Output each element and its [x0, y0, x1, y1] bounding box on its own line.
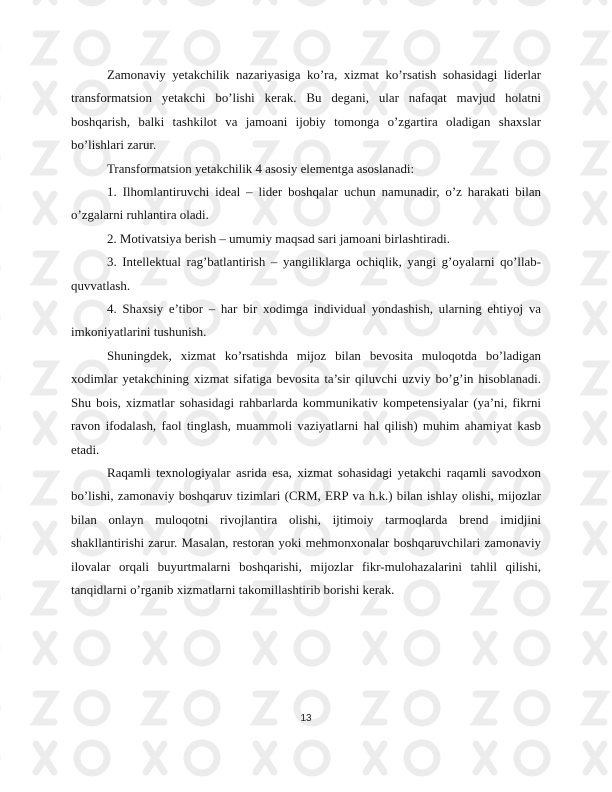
list-item-3: 3. Intellektual rag’batlantirish – yangiliklarga ochiqlik, yangi g’oyalarni qo’llab-quvvatlash. [71, 255, 541, 293]
page-number: 13 [300, 713, 312, 724]
list-item-2: 2. Motivatsiya berish – umumiy maqsad sari jamoani birlashtiradi. [107, 231, 450, 246]
list-item-4: 4. Shaxsiy e’tibor – har bir xodimga individual yondashish, ularning ehtiyoj va imkoniyatlarini tushunish. [71, 302, 541, 340]
paragraph-3: Shuningdek, xizmat ko’rsatishda mijoz bilan bevosita muloqotda bo’ladigan xodimlar yetakchining xizmat sifatiga bevosita ta’sir qiluvchi uzviy bo’g’in hisoblanadi. Shu bois, xizmatlar sohasidagi rahbarlarda kommunikativ kompetensiyalar (ya’ni, fikrni ravon ifodalash, faol tinglash, muammoli vaziyatlarni hal qilish) muhim ahamiyat kasb etadi. [71, 348, 541, 457]
paragraph-2: Transformatsion yetakchilik 4 asosiy elementga asoslanadi: [107, 161, 415, 176]
document-body [71, 64, 541, 602]
paragraph-4: Raqamli texnologiyalar asrida esa, xizmat sohasidagi yetakchi raqamli savodxon bo’lishi, zamonaviy boshqaruv tizimlari (CRM, ERP va h.k.) bilan ishlay olishi, mijozlar bilan onlayn muloqotni rivojlantira olishi, ijtimoiy tarmoqlarda brend imidjini shakllantirishi zarur. Masalan, restoran yoki mehmonxonalar boshqaruvchilari zamonaviy ilovalar orqali buyurtmalarni boshqarishi, mijozlar fikr-mulohazalarini tahlil qilishi, tanqidlarni o’rganib xizmatlarni takomillashtirib borishi kerak. [71, 465, 541, 597]
list-item-1: 1. Ilhomlantiruvchi ideal – lider boshqalar uchun namunadir, o’z harakati bilan o’zgalarni ruhlantira oladi. [71, 185, 541, 223]
paragraph-1: Zamonaviy yetakchilik nazariyasiga ko’ra, xizmat ko’rsatish sohasidagi liderlar transformatsion yetakchi bo’lishi kerak. Bu degani, ular nafaqat mavjud holatni boshqarish, balki tashkilot va jamoani ijobiy tomonga o’zgartira oladigan shaxslar bo’lishlari zarur. [71, 68, 541, 153]
